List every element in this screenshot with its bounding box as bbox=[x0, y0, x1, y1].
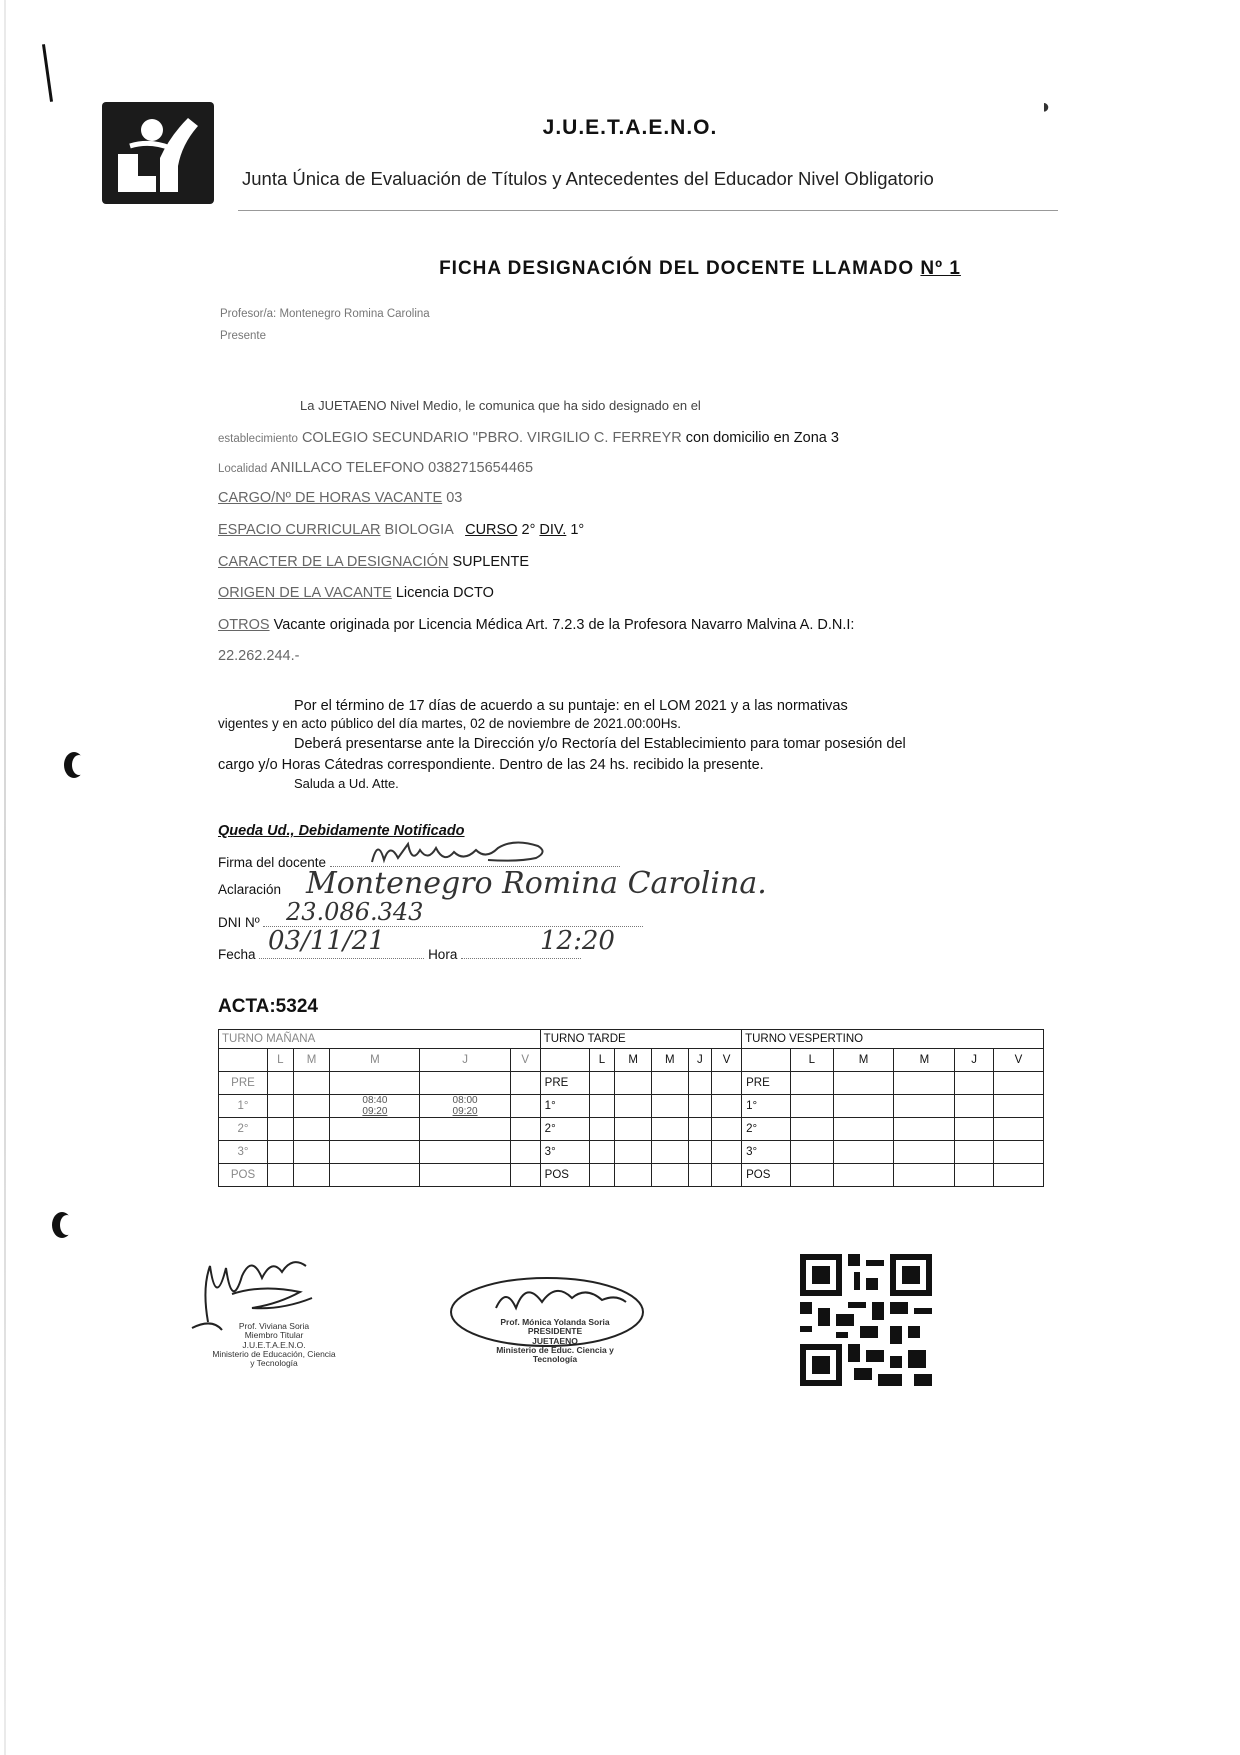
localidad-line bbox=[218, 460, 533, 476]
row-label: 3° bbox=[742, 1141, 791, 1164]
slot-start: 08:40 bbox=[362, 1095, 388, 1106]
day-header: M bbox=[894, 1049, 955, 1072]
turnos-row bbox=[219, 1030, 1044, 1049]
localidad-value: ANILLACO bbox=[270, 460, 343, 476]
aclaracion-handwriting: Montenegro Romina Carolina. bbox=[306, 866, 767, 901]
origen-label: ORIGEN DE LA VACANTE bbox=[218, 585, 392, 601]
table-row bbox=[219, 1118, 1044, 1141]
acta-number: ACTA:5324 bbox=[218, 996, 318, 1017]
day-header: J bbox=[688, 1049, 711, 1072]
caracter-line bbox=[218, 554, 529, 570]
turno-tarde-header: TURNO TARDE bbox=[540, 1030, 741, 1049]
row-label: 1° bbox=[219, 1095, 268, 1118]
otros-value: Vacante originada por Licencia Médica Art. 7.2.3 de la Profesora Navarro Malvina A. D.N.I: bbox=[273, 617, 855, 633]
row-label: POS bbox=[540, 1164, 589, 1187]
day-header: L bbox=[791, 1049, 834, 1072]
div-value: 1° bbox=[570, 522, 585, 538]
otros-dni: 22.262.244.- bbox=[218, 648, 300, 664]
day-header: M bbox=[615, 1049, 652, 1072]
domicilio-label: con domicilio en bbox=[685, 430, 790, 446]
punch-hole bbox=[52, 1212, 72, 1238]
turno-manana-header: TURNO MAÑANA bbox=[219, 1030, 541, 1049]
table-row bbox=[219, 1141, 1044, 1164]
day-header: L bbox=[268, 1049, 294, 1072]
espacio-value: BIOLOGIA bbox=[384, 522, 454, 538]
schedule-slot bbox=[420, 1095, 510, 1118]
dni-handwriting: 23.086.343 bbox=[286, 898, 424, 926]
cargo-label: CARGO/Nº DE HORAS VACANTE bbox=[218, 490, 443, 506]
scan-edge bbox=[4, 0, 6, 1755]
day-header: L bbox=[589, 1049, 615, 1072]
center-signature-block bbox=[480, 1318, 630, 1365]
otros-label: OTROS bbox=[218, 617, 270, 633]
center-sig-line: PRESIDENTE bbox=[527, 1326, 583, 1337]
cargo-horas-text: cargo y/o Horas Cátedras correspondiente. Dentro de las 24 hs. recibido la presente. bbox=[218, 757, 764, 773]
row-label: 2° bbox=[219, 1118, 268, 1141]
aclaracion-label: Aclaración bbox=[218, 882, 282, 897]
row-label: POS bbox=[219, 1164, 268, 1187]
document-title-number: Nº 1 bbox=[920, 258, 961, 279]
corner-mark: ◗ bbox=[1040, 96, 1053, 118]
day-header: V bbox=[994, 1049, 1044, 1072]
hora-label: Hora bbox=[428, 947, 458, 962]
day-header: M bbox=[652, 1049, 689, 1072]
firma-label: Firma del docente bbox=[218, 855, 327, 870]
org-acronym: J.U.E.T.A.E.N.O. bbox=[542, 116, 718, 139]
table-row bbox=[219, 1095, 1044, 1118]
intro-text: La JUETAENO Nivel Medio, le comunica que ha sido designado en el bbox=[300, 398, 701, 413]
schedule-slot bbox=[330, 1095, 420, 1118]
origen-value: Licencia DCTO bbox=[395, 585, 494, 601]
origen-line bbox=[218, 585, 494, 601]
fecha-label: Fecha bbox=[218, 947, 256, 962]
left-signature-block bbox=[174, 1322, 374, 1369]
day-header: M bbox=[833, 1049, 894, 1072]
slot-start: 08:00 bbox=[452, 1095, 478, 1106]
row-label: 2° bbox=[540, 1118, 589, 1141]
day-header: M bbox=[330, 1049, 420, 1072]
left-sig-line: Ministerio de Educación, Ciencia bbox=[212, 1349, 336, 1360]
fecha-handwriting: 03/11/21 bbox=[268, 926, 385, 956]
aclaracion-row bbox=[218, 882, 281, 897]
establecimiento-value: COLEGIO SECUNDARIO "PBRO. VIRGILIO C. FERREYR bbox=[301, 430, 682, 446]
left-sig-line: Prof. Viviana Soria bbox=[238, 1321, 310, 1331]
div-label: DIV. bbox=[539, 522, 567, 538]
establecimiento-line bbox=[218, 430, 839, 446]
day-header: V bbox=[510, 1049, 540, 1072]
header-divider bbox=[238, 210, 1058, 211]
center-sig-line: Ministerio de Educ. Ciencia y Tecnología bbox=[496, 1345, 614, 1365]
localidad-label: Localidad bbox=[218, 463, 268, 475]
document-title-text: FICHA DESIGNACIÓN DEL DOCENTE LLAMADO bbox=[439, 258, 915, 279]
addressee-name: Profesor/a: Montenegro Romina Carolina bbox=[220, 308, 430, 320]
row-label: 3° bbox=[219, 1141, 268, 1164]
caracter-value: SUPLENTE bbox=[452, 554, 530, 570]
day-header: V bbox=[712, 1049, 742, 1072]
day-header: J bbox=[420, 1049, 510, 1072]
telefono-value: 03827156544​65 bbox=[428, 460, 534, 476]
day-header: M bbox=[293, 1049, 330, 1072]
row-label: 1° bbox=[540, 1095, 589, 1118]
center-sig-line: Prof. Mónica Yolanda Soria bbox=[500, 1317, 610, 1327]
row-label: PRE bbox=[219, 1072, 268, 1095]
dni-label: DNI Nº bbox=[218, 915, 260, 930]
document-title bbox=[200, 258, 1200, 280]
center-sig-line: JUETAENO bbox=[532, 1335, 578, 1346]
otros-line bbox=[218, 617, 854, 633]
saluda-text: Saluda a Ud. Atte. bbox=[294, 776, 399, 791]
org-logo bbox=[100, 96, 216, 208]
domicilio-value: Zona 3 bbox=[793, 430, 839, 446]
row-label: PRE bbox=[540, 1072, 589, 1095]
row-label: 1° bbox=[742, 1095, 791, 1118]
slot-end: 09:20 bbox=[362, 1106, 388, 1117]
acto-publico-text: vigentes y en acto público del día martes, 02 de noviembre de 2021.00:00Hs. bbox=[218, 716, 682, 731]
turno-vespertino-header: TURNO VESPERTINO bbox=[742, 1030, 1044, 1049]
schedule-table bbox=[218, 1029, 1044, 1187]
org-full-name: Junta Única de Evaluación de Títulos y Antecedentes del Educador Nivel Obligatorio bbox=[242, 168, 934, 189]
left-sig-line: J.U.E.T.A.E.N.O. bbox=[242, 1339, 306, 1350]
termino-text: Por el término de 17 días de acuerdo a su puntaje: en el LOM 2021 y a las normativas bbox=[294, 698, 848, 714]
left-sig-line: Miembro Titular bbox=[244, 1330, 304, 1341]
presentarse-text: Deberá presentarse ante la Dirección y/o Rectoría del Establecimiento para tomar posesión del bbox=[294, 736, 906, 752]
qr-code bbox=[800, 1254, 932, 1386]
notificado-heading: Queda Ud., Debidamente Notificado bbox=[218, 823, 465, 839]
espacio-label: ESPACIO CURRICULAR bbox=[218, 522, 381, 538]
days-row bbox=[219, 1049, 1044, 1072]
left-sig-line: y Tecnología bbox=[250, 1358, 298, 1369]
slot-end: 09:20 bbox=[452, 1106, 478, 1117]
row-label: 2° bbox=[742, 1118, 791, 1141]
espacio-line bbox=[218, 522, 584, 538]
telefono-label: TELEFONO bbox=[345, 460, 425, 476]
caracter-label: CARACTER DE LA DESIGNACIÓN bbox=[218, 554, 449, 570]
table-row bbox=[219, 1072, 1044, 1095]
scan-mark bbox=[42, 44, 53, 102]
establecimiento-label: establecimiento bbox=[218, 433, 298, 445]
punch-hole bbox=[64, 752, 84, 778]
row-label: PRE bbox=[742, 1072, 791, 1095]
hora-handwriting: 12:20 bbox=[540, 926, 615, 956]
row-label: POS bbox=[742, 1164, 791, 1187]
curso-value: 2° bbox=[521, 522, 536, 538]
addressee-presente: Presente bbox=[220, 330, 267, 342]
day-header: J bbox=[955, 1049, 994, 1072]
row-label: 3° bbox=[540, 1141, 589, 1164]
curso-label: CURSO bbox=[465, 522, 518, 538]
cargo-line bbox=[218, 490, 462, 506]
table-row bbox=[219, 1164, 1044, 1187]
cargo-value: 03 bbox=[446, 490, 463, 506]
